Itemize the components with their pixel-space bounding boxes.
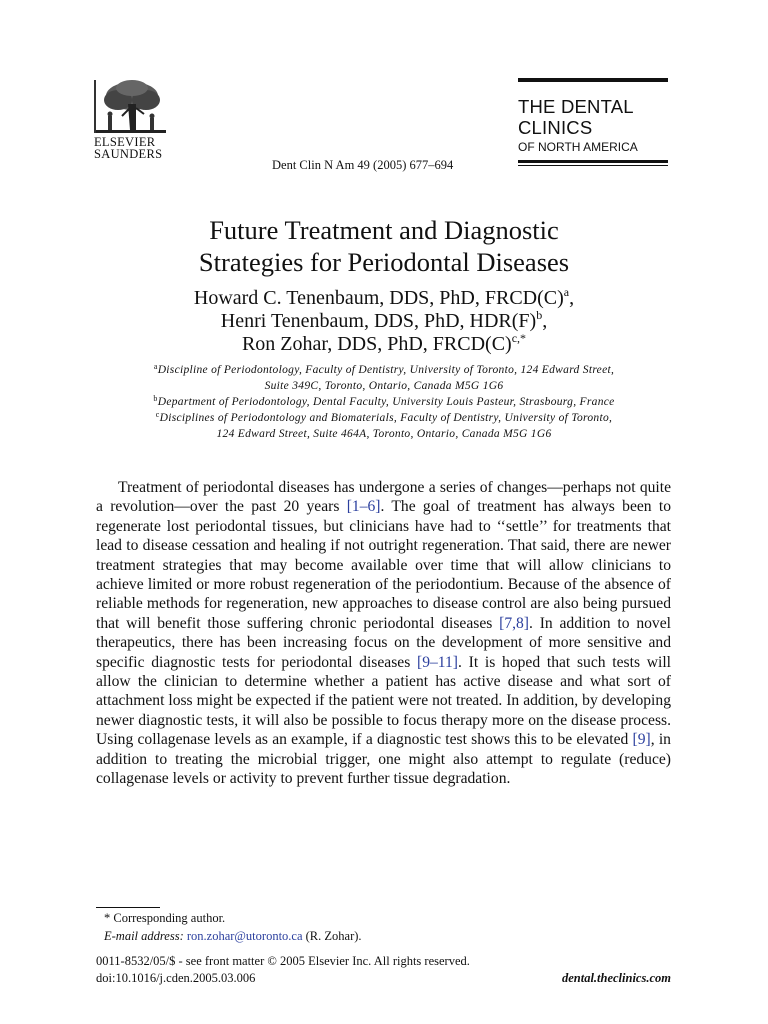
elsevier-tree-icon [94,78,168,136]
author-affil-mark: b [536,308,543,322]
journal-website-link[interactable]: dental.theclinics.com [561,971,671,985]
masthead-bottom-rule [518,160,668,163]
doi: doi:10.1016/j.cden.2005.03.006 [96,971,256,985]
affiliation-continued: 124 Edward Street, Suite 464A, Toronto, Ontario, Canada M5G 1G6 [216,428,552,440]
citation-link[interactable]: [9–11] [417,653,458,671]
journal-title-line2: CLINICS [518,117,593,138]
issn-copyright: 0011-8532/05/$ - see front matter © 2005 Elsevier Inc. All rights reserved. [96,954,470,968]
author-separator: , [569,287,575,309]
author-name: Ron Zohar, DDS, PhD, FRCD(C) [241,333,512,355]
masthead-bottom-thin-rule [518,165,668,166]
body-text: Treatment of periodontal diseases has undergone a series of changes—perhaps not quite a revolution—over the past 20 years [96,479,671,516]
citation-link[interactable]: [1–6] [346,498,381,516]
affiliations [96,362,672,442]
title-line1: Future Treatment and Diagnostic [209,215,559,245]
affiliation [96,394,672,410]
author [60,333,708,356]
author-name: Henri Tenenbaum, DDS, PhD, HDR(F) [220,310,537,332]
article-title [60,214,708,278]
title-line2: Strategies for Periodontal Diseases [198,247,570,277]
footnote-rule [96,907,160,908]
affiliation-text: Discipline of Periodontology, Faculty of Dentistry, University of Toronto, 124 Edward Street, [157,364,615,376]
journal-masthead [518,78,668,166]
footnote [104,909,362,945]
author-separator: , [542,310,548,332]
corresponding-author-note: * Corresponding author. [104,911,226,925]
affiliation-text: Disciplines of Periodontology and Biomaterials, Faculty of Dentistry, University of Toronto, [159,412,613,424]
email-suffix: (R. Zohar). [302,929,362,943]
author-affil-mark: c,* [511,331,527,345]
author-list [60,287,708,356]
affiliation-text: Department of Periodontology, Dental Faculty, University Louis Pasteur, Strasbourg, France [157,396,615,408]
journal-citation: Dent Clin N Am 49 (2005) 677–694 [272,158,454,172]
body-text: . The goal of treatment has always been to regenerate lost periodontal tissues, but clinicians have had to ‘‘settle’’ for treatments that lead to disease cessation and healing if not outright regeneration. That said, there are newer treatment strategies that may become available over time that will allow clinicians to achieve limited or more robust regeneration of the periodontium. Because of the absence of reliable methods for regeneration, new approaches to disease control are also being pursued that will benefit those suffering chronic periodontal diseases [96,498,672,632]
journal-title-line1: THE DENTAL [518,96,634,117]
affiliation [96,410,672,426]
body-text: , in addition to treating the microbial trigger, one might also attempt to regulate (reduce) collagenase levels or activity to prevent further tissue degradation. [96,731,671,788]
affiliation [96,362,672,378]
email-line [104,927,362,945]
journal-title-line3: OF NORTH AMERICA [518,140,638,154]
publisher-name: ELSEVIER [94,135,156,149]
body-text: . It is hoped that such tests will allow the clinician to determine whether a patient has active disease and what sort of attachment loss might be expected if the patient were not treated. In addition, by developing newer diagnostic tests, it will also be possible to focus therapy more on the disease process. Using collagenase levels as an example, if a diagnostic test shows this to be elevated [96,653,672,749]
author [60,310,708,333]
author-affil-mark: a [563,285,570,299]
affiliation-continued: Suite 349C, Toronto, Ontario, Canada M5G 1G6 [264,380,504,392]
affiliation-mark: a [153,362,158,371]
body-text: . In addition to novel therapeutics, there has been increasing focus on the development of more sensitive and specific diagnostic tests for periodontal diseases [96,614,671,671]
affiliation-mark: c [155,410,160,419]
page-footer [96,953,671,987]
email-link[interactable]: ron.zohar@utoronto.ca [186,929,303,943]
citation-link[interactable]: [7,8] [499,614,530,632]
publisher-logo [94,78,168,160]
affiliation-mark: b [153,394,158,403]
body-paragraph [96,478,671,789]
email-label: E-mail address: [104,929,184,943]
author [60,287,708,310]
author-name: Howard C. Tenenbaum, DDS, PhD, FRCD(C) [193,287,564,309]
citation-link[interactable]: [9] [632,731,651,749]
publisher-imprint: SAUNDERS [94,147,163,161]
